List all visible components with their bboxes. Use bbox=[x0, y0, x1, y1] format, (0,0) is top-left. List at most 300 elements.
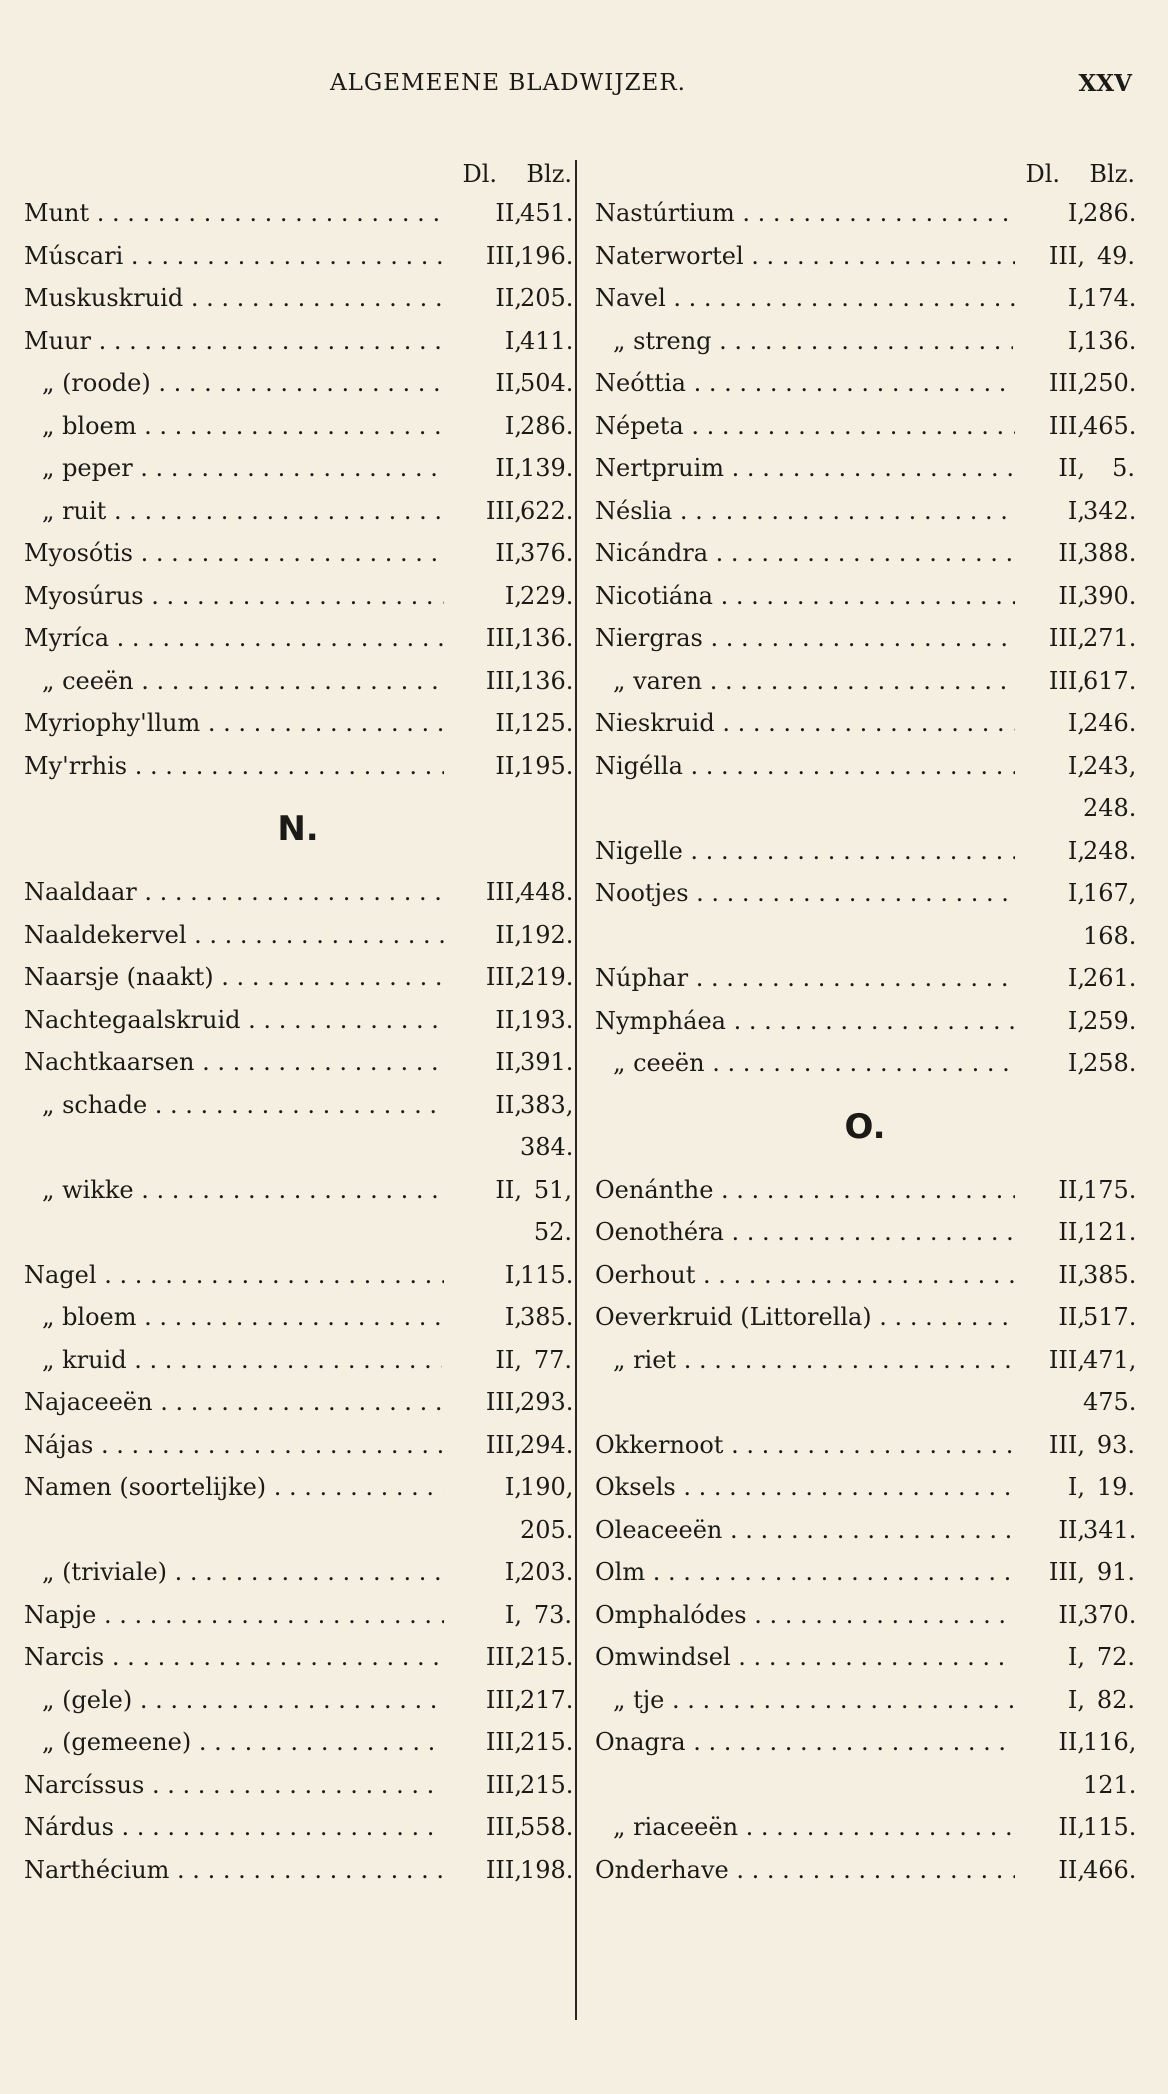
entry-term: Nootjes . . . bbox=[595, 872, 1015, 915]
entry-page: 246. bbox=[1083, 709, 1137, 737]
index-list-o bbox=[595, 1169, 1135, 1892]
entry-page: 385. bbox=[1083, 1260, 1137, 1289]
index-entry bbox=[24, 1041, 572, 1084]
entry-page: 370. bbox=[1083, 1600, 1137, 1629]
entry-page: 622. bbox=[520, 496, 574, 525]
index-entry bbox=[24, 956, 572, 999]
entry-page: 193. bbox=[520, 1005, 574, 1034]
entry-term: „ tje . . . bbox=[613, 1679, 1013, 1722]
entry-term: Myríca . . . bbox=[24, 617, 444, 660]
index-entry bbox=[595, 575, 1135, 618]
entry-term: „ riaceeën . . . bbox=[613, 1806, 1013, 1849]
entry-volume: III, bbox=[482, 1636, 522, 1679]
entry-page: 466. bbox=[1083, 1855, 1137, 1884]
index-entry bbox=[24, 1594, 572, 1637]
entry-page: 73. bbox=[533, 1600, 572, 1629]
entry-page: 52. bbox=[533, 1218, 572, 1246]
entry-term: Onagra . . . bbox=[595, 1721, 1015, 1764]
entry-volume: I, bbox=[1064, 320, 1085, 363]
entry-page: 411. bbox=[520, 326, 574, 355]
entry-page: 203. bbox=[520, 1558, 574, 1586]
entry-term: Onderhave . . . bbox=[595, 1849, 1015, 1892]
entry-volume: I, bbox=[1064, 745, 1085, 788]
entry-page: 294. bbox=[520, 1430, 574, 1459]
entry-page: 121. bbox=[1083, 1770, 1137, 1799]
entry-page: 243, bbox=[1083, 751, 1137, 780]
entry-volume: II, bbox=[1054, 1169, 1085, 1212]
entry-volume: I, bbox=[501, 1594, 522, 1637]
entry-volume: III, bbox=[1045, 617, 1085, 660]
entry-term: Munt . . . bbox=[24, 192, 444, 235]
entry-page: 205. bbox=[520, 1515, 574, 1544]
volume-header: Dl. bbox=[1025, 160, 1060, 188]
entry-term: „ (gemeene) . . . bbox=[42, 1721, 442, 1764]
entry-page: 51, bbox=[533, 1175, 572, 1204]
entry-volume: II, bbox=[1054, 1509, 1085, 1552]
page-header bbox=[0, 70, 1168, 120]
entry-term: „ varen . . . bbox=[613, 660, 1013, 703]
entry-term: Omphalódes . . . bbox=[595, 1594, 1015, 1637]
index-entry bbox=[24, 1551, 572, 1594]
column-header bbox=[24, 160, 572, 192]
entry-term: Myosúrus . . . bbox=[24, 575, 444, 618]
entry-volume: II, bbox=[491, 192, 522, 235]
entry-page: 250. bbox=[1083, 369, 1137, 397]
entry-page: 175. bbox=[1083, 1175, 1137, 1204]
entry-term: Naaldaar . . . bbox=[24, 871, 444, 914]
entry-page: 229. bbox=[520, 581, 574, 610]
entry-page: 376. bbox=[520, 539, 574, 567]
index-entry bbox=[24, 320, 572, 363]
entry-volume: II, bbox=[1054, 1254, 1085, 1297]
column-header bbox=[595, 160, 1135, 192]
entry-page: 72. bbox=[1096, 1643, 1135, 1671]
entry-page: 219. bbox=[520, 963, 574, 991]
entry-page: 121. bbox=[1083, 1218, 1137, 1246]
entry-volume: III, bbox=[482, 1381, 522, 1424]
entry-volume: III, bbox=[482, 490, 522, 533]
entry-term: „ bloem . . . bbox=[42, 405, 442, 448]
index-entry bbox=[595, 1424, 1135, 1467]
entry-volume: III, bbox=[482, 871, 522, 914]
index-entry bbox=[24, 1806, 572, 1849]
entry-volume: III, bbox=[1045, 1424, 1085, 1467]
entry-page: 217. bbox=[520, 1685, 574, 1714]
entry-volume: I, bbox=[501, 1296, 522, 1339]
entry-term: Narcíssus . . . bbox=[24, 1764, 444, 1807]
entry-page: 205. bbox=[520, 284, 574, 312]
index-entry bbox=[595, 1636, 1135, 1679]
entry-page: 391. bbox=[520, 1048, 574, 1076]
entry-volume: II, bbox=[1054, 1806, 1085, 1849]
index-entry bbox=[595, 1551, 1135, 1594]
index-entry bbox=[595, 320, 1135, 363]
entry-volume: II, bbox=[1054, 1849, 1085, 1892]
index-entry bbox=[595, 1042, 1135, 1085]
volume-header: Dl. bbox=[462, 160, 497, 188]
entry-term: „ riet . . . bbox=[613, 1339, 1013, 1382]
entry-volume: II, bbox=[1054, 1721, 1085, 1764]
entry-page: 136. bbox=[520, 624, 574, 652]
entry-term: Népeta . . . bbox=[595, 405, 1015, 448]
entry-volume: III, bbox=[482, 1679, 522, 1722]
index-entry bbox=[24, 235, 572, 278]
entry-volume: I, bbox=[1064, 192, 1085, 235]
entry-page: 77. bbox=[533, 1345, 572, 1374]
entry-volume: I, bbox=[1064, 1042, 1085, 1085]
entry-page: 215. bbox=[520, 1643, 574, 1671]
entry-term: Myriophy'llum . . . bbox=[24, 702, 444, 745]
entry-term: „ kruid . . . bbox=[42, 1339, 442, 1382]
entry-page: 248. bbox=[1083, 836, 1137, 865]
index-entry bbox=[24, 871, 572, 914]
entry-page: 190, bbox=[520, 1473, 574, 1501]
entry-volume: II, bbox=[491, 745, 522, 788]
entry-term: Omwindsel . . . bbox=[595, 1636, 1015, 1679]
entry-volume: II, bbox=[491, 532, 522, 575]
entry-volume: I, bbox=[1064, 1466, 1085, 1509]
entry-volume: I, bbox=[1064, 957, 1085, 1000]
entry-volume: III, bbox=[482, 235, 522, 278]
entry-page: 286. bbox=[1083, 199, 1137, 227]
entry-page: 82. bbox=[1096, 1685, 1135, 1714]
index-entry bbox=[24, 405, 572, 448]
entry-volume: III, bbox=[1045, 660, 1085, 703]
entry-term: Núphar . . . bbox=[595, 957, 1015, 1000]
entry-page: 261. bbox=[1083, 964, 1137, 992]
entry-term: Nympháea . . . bbox=[595, 1000, 1015, 1043]
index-entry bbox=[595, 1594, 1135, 1637]
entry-term: Najaceeën . . . bbox=[24, 1381, 444, 1424]
index-entry bbox=[24, 1636, 572, 1679]
entry-page: 390. bbox=[1083, 581, 1137, 610]
index-entry bbox=[595, 447, 1135, 490]
entry-volume: III, bbox=[482, 660, 522, 703]
entry-volume: I, bbox=[1064, 1000, 1085, 1043]
entry-term: Nachtkaarsen . . . bbox=[24, 1041, 444, 1084]
index-entry bbox=[24, 490, 572, 533]
right-column bbox=[595, 160, 1135, 1891]
entry-page: 383, bbox=[520, 1090, 574, 1119]
index-entry bbox=[24, 660, 572, 703]
entry-volume: II, bbox=[491, 914, 522, 957]
index-entry bbox=[595, 745, 1135, 788]
entry-term: Múscari . . . bbox=[24, 235, 444, 278]
entry-term: Oeverkruid (Littorella) . . . bbox=[595, 1296, 1015, 1339]
index-entry bbox=[595, 872, 1135, 915]
entry-volume: II, bbox=[1054, 1296, 1085, 1339]
entry-page: 385. bbox=[520, 1303, 574, 1331]
entry-volume: I, bbox=[1064, 830, 1085, 873]
entry-page: 192. bbox=[520, 920, 574, 949]
entry-term: „ (roode) . . . bbox=[42, 362, 442, 405]
entry-page: 448. bbox=[520, 878, 574, 906]
index-entry bbox=[595, 1806, 1135, 1849]
entry-page: 517. bbox=[1083, 1303, 1137, 1331]
entry-term: Oksels . . . bbox=[595, 1466, 1015, 1509]
entry-term: Myosótis . . . bbox=[24, 532, 444, 575]
entry-term: Oenánthe . . . bbox=[595, 1169, 1015, 1212]
entry-term: Oerhout . . . bbox=[595, 1254, 1015, 1297]
entry-volume: III, bbox=[1045, 362, 1085, 405]
entry-volume: I, bbox=[1064, 702, 1085, 745]
index-entry bbox=[595, 532, 1135, 575]
entry-volume: III, bbox=[482, 617, 522, 660]
index-entry bbox=[595, 277, 1135, 320]
entry-volume: II, bbox=[491, 1339, 522, 1382]
index-entry bbox=[24, 617, 572, 660]
entry-term: Nieskruid . . . bbox=[595, 702, 1015, 745]
entry-term: Nárdus . . . bbox=[24, 1806, 444, 1849]
index-entry bbox=[24, 1424, 572, 1467]
index-entry bbox=[595, 1296, 1135, 1339]
index-entry bbox=[24, 745, 572, 788]
index-entry bbox=[595, 915, 1135, 958]
entry-term: Niergras . . . bbox=[595, 617, 1015, 660]
entry-term: Nastúrtium . . . bbox=[595, 192, 1015, 235]
index-entry bbox=[24, 1296, 572, 1339]
entry-volume: III, bbox=[482, 1764, 522, 1807]
index-entry bbox=[24, 702, 572, 745]
index-entry bbox=[595, 235, 1135, 278]
entry-page: 125. bbox=[520, 709, 574, 737]
entry-term: Okkernoot . . . bbox=[595, 1424, 1015, 1467]
entry-page: 136. bbox=[1083, 326, 1137, 355]
entry-volume: III, bbox=[482, 956, 522, 999]
entry-term: Nagel . . . bbox=[24, 1254, 444, 1297]
index-entry bbox=[24, 999, 572, 1042]
index-entry bbox=[24, 1211, 572, 1254]
entry-page: 286. bbox=[520, 411, 574, 440]
index-entry bbox=[24, 1381, 572, 1424]
index-entry bbox=[24, 1764, 572, 1807]
entry-page: 558. bbox=[520, 1813, 574, 1841]
entry-term: Naterwortel . . . bbox=[595, 235, 1015, 278]
entry-page: 471, bbox=[1083, 1345, 1137, 1374]
index-list-n-continued bbox=[595, 192, 1135, 1085]
entry-volume: I, bbox=[1064, 1679, 1085, 1722]
entry-term: Muskuskruid . . . bbox=[24, 277, 444, 320]
entry-volume: III, bbox=[1045, 235, 1085, 278]
index-entry bbox=[24, 575, 572, 618]
entry-page: 167, bbox=[1083, 879, 1137, 907]
entry-page: 504. bbox=[520, 369, 574, 397]
entry-term: Naaldekervel . . . bbox=[24, 914, 444, 957]
index-entry bbox=[595, 1339, 1135, 1382]
entry-volume: II, bbox=[491, 277, 522, 320]
index-entry bbox=[24, 1721, 572, 1764]
entry-term: Muur . . . bbox=[24, 320, 444, 363]
entry-term: „ bloem . . . bbox=[42, 1296, 442, 1339]
entry-volume: II, bbox=[491, 1169, 522, 1212]
entry-page: 49. bbox=[1096, 241, 1135, 270]
entry-volume: I, bbox=[501, 1254, 522, 1297]
index-entry bbox=[24, 1169, 572, 1212]
index-entry bbox=[24, 1509, 572, 1552]
left-column bbox=[24, 160, 572, 1891]
entry-volume: III, bbox=[482, 1424, 522, 1467]
entry-term: „ ceeën . . . bbox=[613, 1042, 1013, 1085]
entry-term: Néslia . . . bbox=[595, 490, 1015, 533]
index-entry bbox=[595, 787, 1135, 830]
entry-term: Nigelle . . . bbox=[595, 830, 1015, 873]
page-number: XXV bbox=[1078, 70, 1132, 97]
index-entry bbox=[24, 192, 572, 235]
index-entry bbox=[24, 447, 572, 490]
entry-term: „ ruit . . . bbox=[42, 490, 442, 533]
entry-page: 198. bbox=[520, 1855, 574, 1884]
entry-volume: I, bbox=[1064, 1636, 1085, 1679]
entry-term: My'rrhis . . . bbox=[24, 745, 444, 788]
entry-volume: I, bbox=[501, 1466, 522, 1509]
index-entry bbox=[24, 1254, 572, 1297]
entry-volume: III, bbox=[1045, 1551, 1085, 1594]
entry-volume: I, bbox=[501, 320, 522, 363]
entry-term: „ (gele) . . . bbox=[42, 1679, 442, 1722]
entry-term: Olm . . . bbox=[595, 1551, 1015, 1594]
section-letter-n: N. bbox=[277, 809, 319, 849]
entry-term: Nicotiána . . . bbox=[595, 575, 1015, 618]
entry-volume: III, bbox=[1045, 1339, 1085, 1382]
entry-volume: II, bbox=[491, 999, 522, 1042]
entry-page: 93. bbox=[1096, 1430, 1135, 1459]
entry-volume: II, bbox=[491, 447, 522, 490]
index-entry bbox=[24, 1466, 572, 1509]
entry-page: 215. bbox=[520, 1728, 574, 1756]
entry-term: „ wikke . . . bbox=[42, 1169, 442, 1212]
entry-term: Nertpruim . . . bbox=[595, 447, 1015, 490]
entry-volume: II, bbox=[1054, 447, 1085, 490]
index-entry bbox=[595, 1254, 1135, 1297]
index-entry bbox=[24, 277, 572, 320]
entry-volume: I, bbox=[501, 575, 522, 618]
entry-page: 168. bbox=[1083, 921, 1137, 950]
entry-term: „ (triviale) . . . bbox=[42, 1551, 442, 1594]
entry-term: Neóttia . . . bbox=[595, 362, 1015, 405]
entry-term: „ peper . . . bbox=[42, 447, 442, 490]
index-entry bbox=[595, 1466, 1135, 1509]
index-entry bbox=[24, 1084, 572, 1127]
section-letter-o: O. bbox=[844, 1106, 886, 1147]
entry-term: Namen (soortelijke) . . . bbox=[24, 1466, 444, 1509]
entry-term: Narcis . . . bbox=[24, 1636, 444, 1679]
index-entry bbox=[595, 1381, 1135, 1424]
entry-page: 136. bbox=[520, 666, 574, 695]
entry-page: 115. bbox=[520, 1260, 574, 1289]
entry-volume: III, bbox=[482, 1721, 522, 1764]
entry-volume: I, bbox=[1064, 872, 1085, 915]
entry-volume: II, bbox=[491, 362, 522, 405]
index-entry bbox=[24, 1126, 572, 1169]
entry-page: 259. bbox=[1083, 1006, 1137, 1035]
entry-page: 341. bbox=[1083, 1515, 1137, 1544]
index-entry bbox=[24, 362, 572, 405]
index-entry bbox=[595, 1721, 1135, 1764]
entry-term: Naarsje (naakt) . . . bbox=[24, 956, 444, 999]
index-entry bbox=[24, 914, 572, 957]
entry-term: Napje . . . bbox=[24, 1594, 444, 1637]
entry-page: 115. bbox=[1083, 1813, 1137, 1841]
entry-volume: II, bbox=[491, 1084, 522, 1127]
entry-term: Nájas . . . bbox=[24, 1424, 444, 1467]
entry-volume: II, bbox=[1054, 532, 1085, 575]
entry-page: 19. bbox=[1096, 1473, 1135, 1501]
entry-volume: I, bbox=[1064, 277, 1085, 320]
index-entry bbox=[595, 1679, 1135, 1722]
entry-term: Oenothéra . . . bbox=[595, 1211, 1015, 1254]
entry-page: 195. bbox=[520, 751, 574, 780]
entry-volume: III, bbox=[1045, 405, 1085, 448]
entry-volume: II, bbox=[491, 1041, 522, 1084]
index-entry bbox=[595, 1000, 1135, 1043]
entry-term: Nicándra . . . bbox=[595, 532, 1015, 575]
entry-term: Nachtegaalskruid . . . bbox=[24, 999, 444, 1042]
entry-page: 215. bbox=[520, 1770, 574, 1799]
index-entry bbox=[595, 830, 1135, 873]
index-entry bbox=[595, 660, 1135, 703]
entry-page: 196. bbox=[520, 241, 574, 270]
column-divider bbox=[575, 160, 577, 2020]
page-header-label: Blz. bbox=[526, 160, 572, 188]
entry-page: 465. bbox=[1083, 411, 1137, 440]
index-entry bbox=[595, 490, 1135, 533]
entry-term: Navel . . . bbox=[595, 277, 1015, 320]
entry-page: 475. bbox=[1083, 1388, 1137, 1416]
entry-page: 258. bbox=[1083, 1049, 1137, 1077]
entry-page: 293. bbox=[520, 1388, 574, 1416]
index-entry bbox=[595, 1764, 1135, 1807]
entry-page: 91. bbox=[1096, 1558, 1135, 1586]
index-entry bbox=[24, 1339, 572, 1382]
index-entry bbox=[24, 532, 572, 575]
index-entry bbox=[595, 1169, 1135, 1212]
entry-volume: II, bbox=[491, 702, 522, 745]
entry-page: 271. bbox=[1083, 624, 1137, 652]
entry-volume: I, bbox=[501, 405, 522, 448]
entry-volume: II, bbox=[1054, 1594, 1085, 1637]
entry-term: Nigélla . . . bbox=[595, 745, 1015, 788]
index-entry bbox=[24, 1679, 572, 1722]
entry-page: 388. bbox=[1083, 539, 1137, 567]
index-list-m bbox=[24, 192, 572, 787]
index-entry bbox=[595, 192, 1135, 235]
entry-term: „ schade . . . bbox=[42, 1084, 442, 1127]
index-entry bbox=[595, 1509, 1135, 1552]
entry-volume: III, bbox=[482, 1806, 522, 1849]
entry-volume: I, bbox=[1064, 490, 1085, 533]
entry-volume: II, bbox=[1054, 575, 1085, 618]
entry-page: 174. bbox=[1083, 284, 1137, 312]
index-entry bbox=[595, 617, 1135, 660]
entry-page: 139. bbox=[520, 454, 574, 482]
index-entry bbox=[595, 957, 1135, 1000]
entry-page: 617. bbox=[1083, 666, 1137, 695]
entry-volume: III, bbox=[482, 1849, 522, 1892]
entry-page: 5. bbox=[1112, 454, 1135, 482]
page-header-label: Blz. bbox=[1089, 160, 1135, 188]
entry-term: Narthécium . . . bbox=[24, 1849, 444, 1892]
entry-page: 451. bbox=[520, 199, 574, 227]
index-entry bbox=[595, 362, 1135, 405]
entry-term: Oleaceeën . . . bbox=[595, 1509, 1015, 1552]
entry-volume: II, bbox=[1054, 1211, 1085, 1254]
index-entry bbox=[595, 405, 1135, 448]
index-entry bbox=[595, 1849, 1135, 1892]
entry-term: „ ceeën . . . bbox=[42, 660, 442, 703]
index-entry bbox=[24, 1849, 572, 1892]
entry-volume: I, bbox=[501, 1551, 522, 1594]
entry-page: 384. bbox=[520, 1133, 574, 1161]
